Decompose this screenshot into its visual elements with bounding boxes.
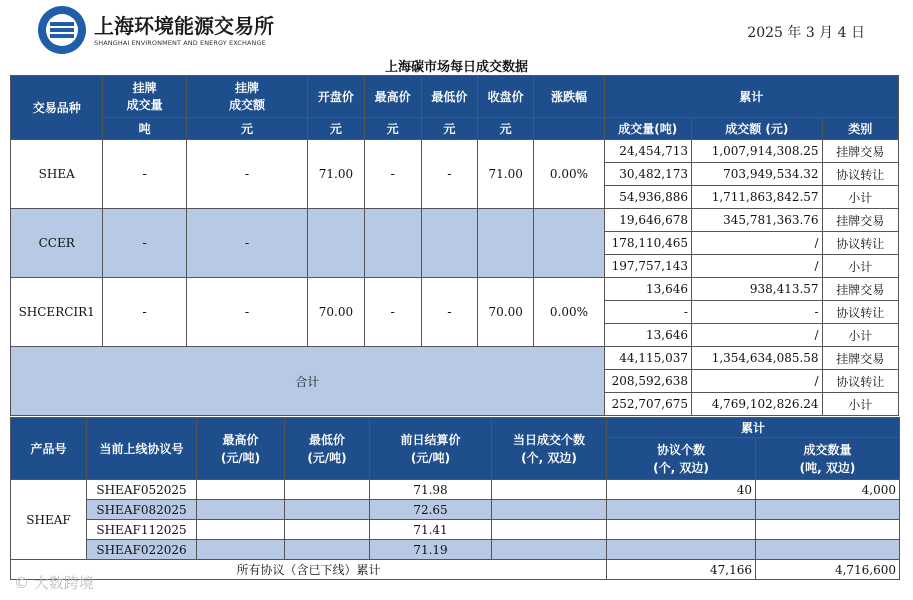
total-label: 合计 (11, 347, 605, 416)
header-change: 涨跌幅 (534, 76, 604, 118)
cum-volume-cell: 19,646,678 (604, 209, 691, 232)
cum-amount-cell: 1,007,914,308.25 (691, 140, 822, 163)
total-amount-cell: / (691, 370, 822, 393)
total-volume-cell: 44,115,037 (604, 347, 691, 370)
org-name-en: SHANGHAI ENVIRONMENT AND ENERGY EXCHANGE (94, 39, 266, 47)
daily-trading-table (10, 75, 899, 416)
header-contract: 当前上线协议号 (87, 418, 197, 480)
product-no-cell: SHEAF (11, 480, 87, 560)
cum-count-cell (607, 500, 756, 520)
header-cum-volume: 成交数量 (吨, 双边) (756, 438, 900, 480)
cum-volume-cell: 178,110,465 (604, 232, 691, 255)
footer-volume: 4,716,600 (756, 560, 900, 580)
cum-amount-cell: - (691, 301, 822, 324)
today-count-cell (492, 480, 607, 500)
open-cell: 71.00 (308, 140, 364, 209)
product-cell: SHCERCIR1 (11, 278, 103, 347)
change-cell: 0.00% (534, 140, 604, 209)
cum-amount-cell: / (691, 324, 822, 347)
close-cell: 70.00 (478, 278, 534, 347)
low-cell (285, 540, 370, 560)
org-name: 上海环境能源交易所 (94, 14, 274, 38)
footer-row (11, 560, 900, 580)
header-high: 最高价 (364, 76, 421, 118)
listed-amount-cell: - (186, 278, 308, 347)
today-count-cell (492, 500, 607, 520)
close-cell (478, 209, 534, 278)
high-cell (197, 480, 285, 500)
total-type-cell: 协议转让 (822, 370, 898, 393)
cum-type-cell: 挂牌交易 (822, 209, 898, 232)
cum-type-cell: 协议转让 (822, 163, 898, 186)
table-row (11, 500, 900, 520)
cum-type-cell: 协议转让 (822, 232, 898, 255)
header-open: 开盘价 (308, 76, 364, 118)
cum-volume-cell: - (604, 301, 691, 324)
listed-amount-cell: - (186, 140, 308, 209)
high-cell: - (364, 278, 421, 347)
cum-count-cell (607, 520, 756, 540)
low-cell: - (421, 140, 477, 209)
cum-volume-cell: 54,936,886 (604, 186, 691, 209)
footer-label: 所有协议（含已下线）累计 (11, 560, 607, 580)
settle-cell: 71.98 (370, 480, 492, 500)
futures-agreement-table (10, 417, 900, 580)
table-row (11, 540, 900, 560)
open-cell: 70.00 (308, 278, 364, 347)
settle-cell: 72.65 (370, 500, 492, 520)
listed-volume-cell: - (103, 140, 186, 209)
cum-volume-cell (756, 520, 900, 540)
cum-volume-cell: 197,757,143 (604, 255, 691, 278)
open-cell (308, 209, 364, 278)
change-cell (534, 209, 604, 278)
table-row (11, 480, 900, 500)
high-cell (197, 540, 285, 560)
contract-cell: SHEAF022026 (87, 540, 197, 560)
cum-type-cell: 挂牌交易 (822, 278, 898, 301)
unit-yuan: 元 (478, 118, 534, 140)
header-close: 收盘价 (478, 76, 534, 118)
high-cell (364, 209, 421, 278)
cum-type-cell: 小计 (822, 186, 898, 209)
unit-yuan: 元 (364, 118, 421, 140)
cum-type-cell: 挂牌交易 (822, 140, 898, 163)
cum-count-cell: 40 (607, 480, 756, 500)
contract-cell: SHEAF112025 (87, 520, 197, 540)
low-cell (285, 500, 370, 520)
today-count-cell (492, 520, 607, 540)
listed-volume-cell: - (103, 209, 186, 278)
low-cell (285, 520, 370, 540)
cum-volume-cell: 13,646 (604, 278, 691, 301)
low-cell (421, 209, 477, 278)
header-cumulative: 累计 (604, 76, 898, 118)
high-cell (197, 500, 285, 520)
cum-volume-cell (756, 500, 900, 520)
cum-amount-cell: 345,781,363.76 (691, 209, 822, 232)
settle-cell: 71.41 (370, 520, 492, 540)
unit-blank (534, 118, 604, 140)
table-row (11, 209, 899, 232)
cum-volume-cell: 4,000 (756, 480, 900, 500)
header-settle: 前日结算价 (元/吨) (370, 418, 492, 480)
table-row (11, 520, 900, 540)
total-amount-cell: 1,354,634,085.58 (691, 347, 822, 370)
high-cell: - (364, 140, 421, 209)
listed-amount-cell: - (186, 209, 308, 278)
cum-amount-cell: 703,949,534.32 (691, 163, 822, 186)
cum-volume-cell: 24,454,713 (604, 140, 691, 163)
header-today-count: 当日成交个数 (个, 双边) (492, 418, 607, 480)
close-cell: 71.00 (478, 140, 534, 209)
header-cum-type: 类别 (822, 118, 898, 140)
cum-volume-cell: 13,646 (604, 324, 691, 347)
table-row (11, 278, 899, 301)
settle-cell: 71.19 (370, 540, 492, 560)
unit-yuan: 元 (421, 118, 477, 140)
total-amount-cell: 4,769,102,826.24 (691, 393, 822, 416)
footer-count: 47,166 (607, 560, 756, 580)
cum-amount-cell: 1,711,863,842.57 (691, 186, 822, 209)
header-cum-volume: 成交量(吨) (604, 118, 691, 140)
product-cell: CCER (11, 209, 103, 278)
total-type-cell: 挂牌交易 (822, 347, 898, 370)
header-listed-amount: 挂牌 成交额 (186, 76, 308, 118)
low-cell: - (421, 278, 477, 347)
cum-type-cell: 协议转让 (822, 301, 898, 324)
header-cumulative: 累计 (607, 418, 900, 438)
total-type-cell: 小计 (822, 393, 898, 416)
cum-amount-cell: / (691, 232, 822, 255)
header-high: 最高价 (元/吨) (197, 418, 285, 480)
high-cell (197, 520, 285, 540)
cum-volume-cell (756, 540, 900, 560)
listed-volume-cell: - (103, 278, 186, 347)
table-row (11, 140, 899, 163)
contract-cell: SHEAF052025 (87, 480, 197, 500)
report-title: 上海碳市场每日成交数据 (384, 60, 528, 75)
header-product: 交易品种 (11, 76, 103, 140)
today-count-cell (492, 540, 607, 560)
cum-type-cell: 小计 (822, 324, 898, 347)
unit-yuan: 元 (186, 118, 308, 140)
header-cum-count: 协议个数 (个, 双边) (607, 438, 756, 480)
total-row (11, 347, 899, 370)
cum-amount-cell: / (691, 255, 822, 278)
total-volume-cell: 252,707,675 (604, 393, 691, 416)
change-cell: 0.00% (534, 278, 604, 347)
header-cum-amount: 成交额 (元) (691, 118, 822, 140)
report-date: 2025 年 3 月 4 日 (747, 25, 865, 41)
unit-ton: 吨 (103, 118, 186, 140)
unit-yuan: 元 (308, 118, 364, 140)
header-listed-volume: 挂牌 成交量 (103, 76, 186, 118)
page-header (0, 0, 913, 58)
watermark: © 大数跨境 (14, 574, 94, 592)
total-volume-cell: 208,592,638 (604, 370, 691, 393)
exchange-logo-icon (38, 6, 86, 54)
cum-amount-cell: 938,413.57 (691, 278, 822, 301)
cum-type-cell: 小计 (822, 255, 898, 278)
cum-count-cell (607, 540, 756, 560)
header-product-no: 产品号 (11, 418, 87, 480)
header-low: 最低价 (元/吨) (285, 418, 370, 480)
header-low: 最低价 (421, 76, 477, 118)
cum-volume-cell: 30,482,173 (604, 163, 691, 186)
product-cell: SHEA (11, 140, 103, 209)
contract-cell: SHEAF082025 (87, 500, 197, 520)
low-cell (285, 480, 370, 500)
